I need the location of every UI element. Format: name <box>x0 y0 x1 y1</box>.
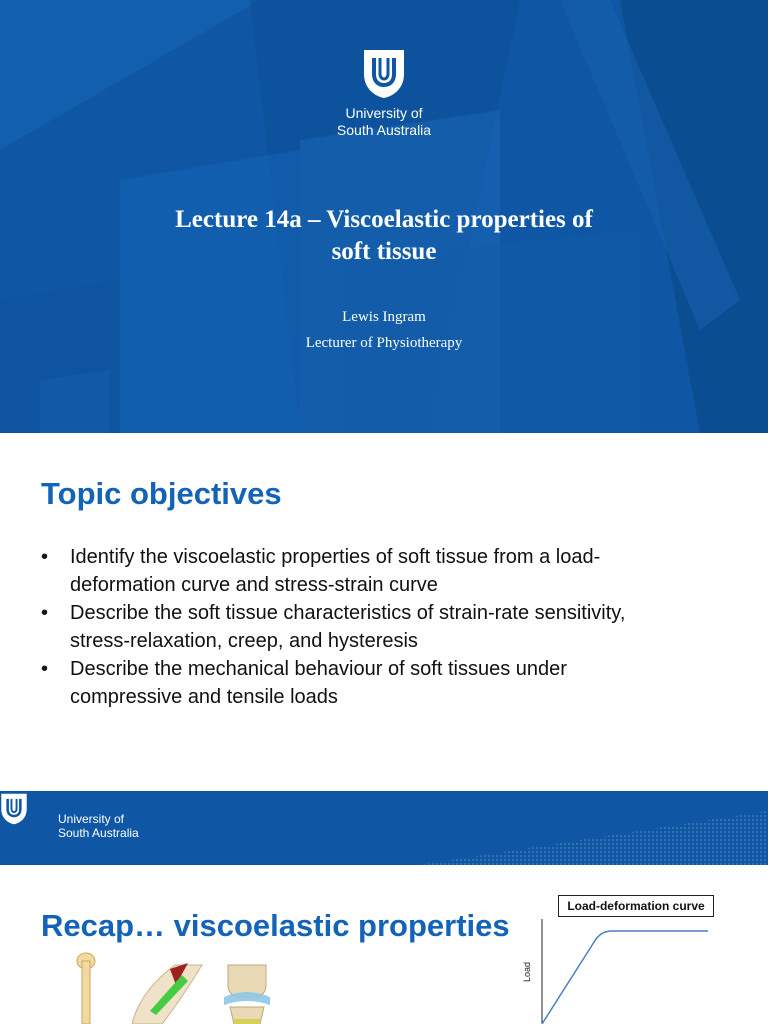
objectives-slide <box>0 433 768 791</box>
list-item: • Describe the soft tissue characteristics of strain-rate sensitivity, stress-relaxation, creep, and hysteresis <box>41 599 741 655</box>
university-name: University of South Australia <box>58 812 139 840</box>
load-deformation-chart <box>536 919 716 1024</box>
bullet-marker: • <box>41 658 49 680</box>
chart-curve <box>542 931 708 1024</box>
unisa-shield-icon <box>0 791 28 827</box>
objectives-list <box>41 543 741 711</box>
slide-heading: Topic objectives <box>41 476 282 511</box>
unisa-shield-icon <box>362 48 406 100</box>
university-name: University of South Australia <box>336 105 432 137</box>
list-item: • Describe the mechanical behaviour of soft tissues under compressive and tensile loads <box>41 655 741 711</box>
chart-title: Load-deformation curve <box>558 895 714 917</box>
bullet-marker: • <box>41 602 49 624</box>
recap-slide <box>0 791 768 1024</box>
list-item: • Identify the viscoelastic properties of soft tissue from a load- deformation curve and stress-strain curve <box>41 543 741 599</box>
knee-muscle-icon <box>132 963 202 1024</box>
bone-icon <box>77 953 95 1024</box>
bullet-marker: • <box>41 546 49 568</box>
title-slide <box>0 0 768 433</box>
slide-heading: Recap… viscoelastic properties <box>41 908 510 943</box>
author-role: Lecturer of Physiotherapy <box>305 335 463 351</box>
header-band <box>0 791 768 865</box>
lecture-title: Lecture 14a – Viscoelastic properties of soft tissue <box>175 206 593 265</box>
knee-joint-icon <box>224 965 270 1024</box>
tissue-illustrations <box>70 951 350 1024</box>
author-name: Lewis Ingram <box>342 309 426 325</box>
chart-y-axis-label: Load <box>522 961 532 983</box>
